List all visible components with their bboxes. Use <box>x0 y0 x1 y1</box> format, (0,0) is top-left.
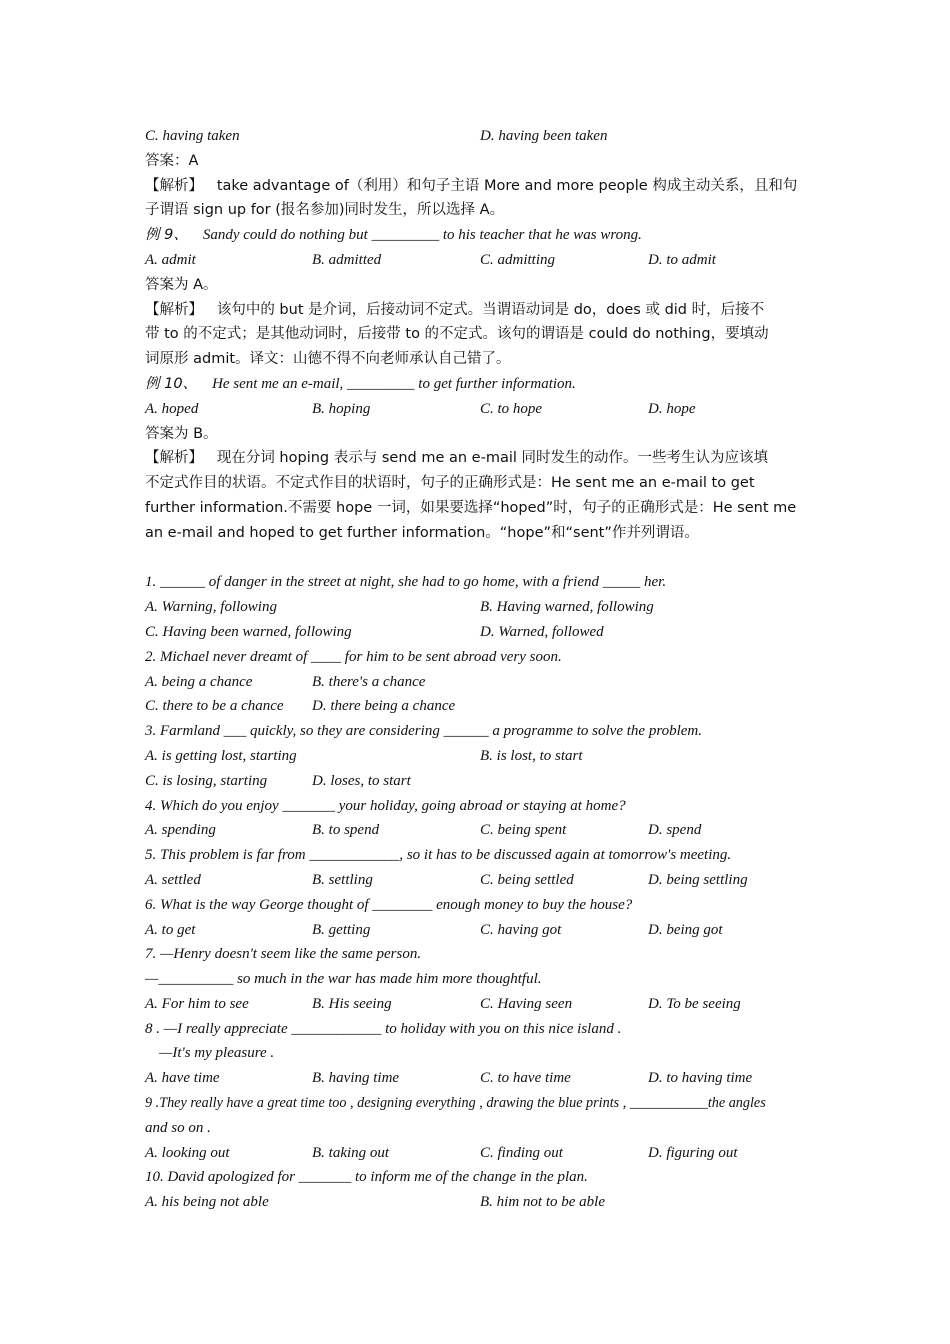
question-stem: 6. What is the way George thought of ________ enough money to buy the house? <box>145 896 633 913</box>
example-text: He sent me an e-mail, _________ to get further information. <box>212 375 576 392</box>
option-d: D. To be seeing <box>648 995 741 1012</box>
option-b: B. hoping <box>312 400 371 417</box>
option-b: B. there's a chance <box>312 673 426 690</box>
document-page <box>145 124 810 1215</box>
option-b: B. is lost, to start <box>480 747 583 764</box>
question-stem: 5. This problem is far from ____________, so it has to be discussed again at tomorrow's meeting. <box>145 847 732 864</box>
option-c: C. to have time <box>480 1070 571 1087</box>
option-row <box>145 818 810 843</box>
option-b: B. having time <box>312 1070 400 1087</box>
option-b: B. settling <box>312 871 373 888</box>
dialogue-reply: —It's my pleasure . <box>159 1045 275 1062</box>
option-d: D. spend <box>648 822 702 839</box>
question-stem: 3. Farmland ___ quickly, so they are considering ______ a programme to solve the problem. <box>145 723 703 740</box>
option-row <box>145 595 810 620</box>
analysis-line: an e-mail and hoped to get further information。“hope”和“sent”作并列谓语。 <box>145 524 699 541</box>
analysis-line: further information.不需要 hope 一词，如果要选择“hoped”时，句子的正确形式是：He sent me <box>145 499 797 516</box>
option-a: A. settled <box>145 871 201 888</box>
option-a: A. being a chance <box>145 673 253 690</box>
answer-line: 答案：A <box>145 152 199 169</box>
option-a: A. Warning, following <box>145 599 277 616</box>
option-a: A. to get <box>145 921 196 938</box>
option-b: B. to spend <box>312 822 380 839</box>
option-row <box>145 992 810 1017</box>
example-9-stem <box>145 223 810 248</box>
option-c: C. being settled <box>480 871 574 888</box>
question-stem: 9 .They really have a great time too , designing everything , drawing the blue prints , ___________the angles <box>145 1095 766 1112</box>
analysis-line <box>145 446 810 471</box>
example-label: 例 10、 <box>145 375 198 392</box>
option-row <box>145 670 810 695</box>
option-c: C. is losing, starting <box>145 772 268 789</box>
option-b: B. taking out <box>312 1144 390 1161</box>
option-d: D. hope <box>648 400 696 417</box>
option-a: A. For him to see <box>145 995 249 1012</box>
analysis-line: 子谓语 sign up for (报名参加)同时发生，所以选择 A。 <box>145 202 505 219</box>
option-c: C. having got <box>480 921 562 938</box>
option-row <box>145 868 810 893</box>
option-row <box>145 620 810 645</box>
analysis-tag: 【解析】 <box>145 301 203 318</box>
option-a: A. his being not able <box>145 1194 269 1211</box>
option-b: B. His seeing <box>312 995 392 1012</box>
option-c: C. being spent <box>480 822 567 839</box>
option-d: D. figuring out <box>648 1144 738 1161</box>
option-row <box>145 124 810 149</box>
option-d: D. having been taken <box>480 128 608 144</box>
analysis-line <box>145 174 810 199</box>
question-stem: 1. ______ of danger in the street at night, she had to go home, with a friend _____ her. <box>145 574 667 591</box>
option-a: A. admit <box>145 251 196 268</box>
option-row <box>145 1190 810 1215</box>
question-stem: 10. David apologized for _______ to inform me of the change in the plan. <box>145 1169 588 1186</box>
option-c: C. admitting <box>480 251 556 268</box>
option-row <box>145 744 810 769</box>
option-c: C. Having been warned, following <box>145 623 352 640</box>
option-row <box>145 769 810 794</box>
option-a: A. is getting lost, starting <box>145 747 297 764</box>
question-stem: 8 . —I really appreciate ____________ to holiday with you on this nice island . <box>145 1020 622 1037</box>
option-row <box>145 248 810 273</box>
option-d: D. being got <box>648 921 723 938</box>
option-row <box>145 694 810 719</box>
option-c: C. finding out <box>480 1144 563 1161</box>
analysis-text: 该句中的 but 是介词，后接动词不定式。当谓语动词是 do，does 或 did 时，后接不 <box>216 301 765 318</box>
option-d: D. to having time <box>648 1070 753 1087</box>
analysis-text: take advantage of（利用）和句子主语 More and more people 构成主动关系，且和句 <box>216 177 798 194</box>
option-d: D. loses, to start <box>312 772 411 789</box>
option-d: D. there being a chance <box>312 698 456 715</box>
answer-line: 答案为 A。 <box>145 276 218 293</box>
option-d: D. being settling <box>648 871 748 888</box>
option-a: A. hoped <box>145 400 199 417</box>
analysis-text: 现在分词 hoping 表示与 send me an e-mail 同时发生的动作。一些考生认为应该填 <box>216 450 768 467</box>
option-row <box>145 1066 810 1091</box>
analysis-tag: 【解析】 <box>145 177 203 194</box>
answer-line: 答案为 B。 <box>145 425 218 442</box>
question-stem: 7. —Henry doesn't seem like the same person. <box>145 946 422 963</box>
option-b: B. admitted <box>312 251 382 268</box>
example-label: 例 9、 <box>145 227 188 244</box>
option-d: D. to admit <box>648 251 716 268</box>
option-a: A. looking out <box>145 1144 230 1161</box>
option-c: C. Having seen <box>480 995 573 1012</box>
option-c: C. having taken <box>145 128 240 144</box>
option-b: B. him not to be able <box>480 1194 605 1211</box>
option-row <box>145 918 810 943</box>
option-row <box>145 397 810 422</box>
option-d: D. Warned, followed <box>480 623 604 640</box>
analysis-tag: 【解析】 <box>145 450 203 467</box>
option-a: A. have time <box>145 1070 220 1087</box>
analysis-line: 不定式作目的状语。不定式作目的状语时，句子的正确形式是：He sent me an e-mail to get <box>145 475 755 492</box>
question-stem: 4. Which do you enjoy _______ your holiday, going abroad or staying at home? <box>145 797 626 814</box>
question-stem-continued: and so on . <box>145 1119 211 1136</box>
option-b: B. getting <box>312 921 371 938</box>
example-text: Sandy could do nothing but _________ to his teacher that he was wrong. <box>202 227 642 244</box>
question-stem: 2. Michael never dreamt of ____ for him to be sent abroad very soon. <box>145 648 562 665</box>
option-row <box>145 1141 810 1166</box>
dialogue-reply: —__________ so much in the war has made him more thoughtful. <box>145 971 542 988</box>
option-c: C. to hope <box>480 400 543 417</box>
spacer <box>145 546 810 571</box>
option-b: B. Having warned, following <box>480 599 654 616</box>
analysis-line <box>145 298 810 323</box>
analysis-line: 带 to 的不定式；是其他动词时，后接带 to 的不定式。该句的谓语是 could do nothing，要填动 <box>145 326 769 343</box>
analysis-line: 词原形 admit。译文：山德不得不向老师承认自己错了。 <box>145 351 511 368</box>
option-c: C. there to be a chance <box>145 698 284 715</box>
option-a: A. spending <box>145 822 216 839</box>
example-10-stem <box>145 372 810 397</box>
